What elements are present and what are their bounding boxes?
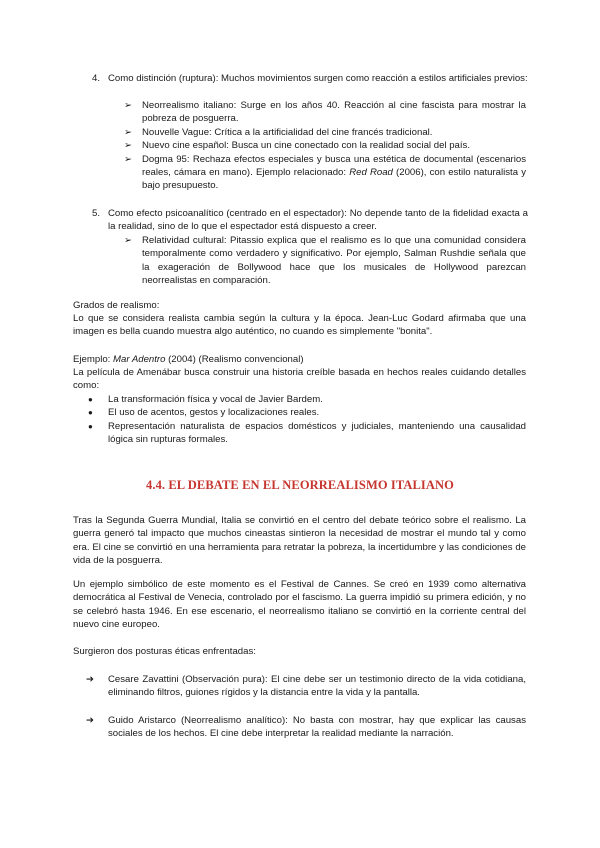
sublist-item-4 [0,99,600,193]
ejemplo-text: La película de Amenábar busca construir una historia creíble basada en hechos reales cuidando detalles como: [73,367,526,392]
arrowhead-bullet-icon: ➢ [124,126,133,138]
grados-text: Lo que se considera realista cambia según la cultura y la época. Jean-Luc Godard afirmaba que una imagen es bella cuando muestra algo auténtico, no cuando es simplemente "bonita". [73,313,526,338]
arrow-right-icon: ➔ [86,674,95,685]
arrowhead-bullet-icon: ➢ [124,235,133,246]
arrowhead-bullet-icon: ➢ [124,153,133,165]
bullet-dot-icon: ● [88,408,93,418]
paragraph: Un ejemplo simbólico de este momento es el Festival de Cannes. Se creó en 1939 como alternativa democrática al Festival de Venecia, controlado por el fascismo. La guerra impidió su primera edición, y no se celebró hasta 1946. En ese escenario, el neorrealismo italiano se convirtió en la corriente central del nuevo cine europeo. [73,579,526,631]
posture-item: ➔ Guido Aristarco (Neorrealismo analítico): No basta con mostrar, hay que explicar las causas sociales de los hechos. El cine debe interpretar la realidad mediante la narración. [86,715,526,740]
arrowhead-bullet-icon: ➢ [124,140,133,152]
film-title: Red Road [349,167,393,179]
sublist-item: ➢ Nuevo cine español: Busca un cine conectado con la realidad social del país. [124,140,470,152]
posture-item: ➔ Cesare Zavattini (Observación pura): El cine debe ser un testimonio directo de la vida cotidiana, eliminando filtros, guiones rígidos y la distancia entre la vida y la pantalla. [86,674,526,699]
sublist-item: ➢ Relatividad cultural: Pitassio explica que el realismo es lo que una comunidad considera temporalmente como verdadero y significativo. Por ejemplo, Salman Rushdie señala que la exageración de Bollywood hace que los musicales de Hollywood parezcan neorrealistas en comparación. [124,235,526,287]
list-number: 5. [92,208,101,219]
arrow-right-icon: ➔ [86,715,95,726]
grados-title: Grados de realismo: [73,300,160,311]
sublist-item-5 [0,234,600,288]
bullet-item: ● Representación naturalista de espacios domésticos y judiciales, manteniendo una causalidad lógica sin rupturas formales. [88,420,526,446]
paragraph: Surgieron dos posturas éticas enfrentadas: [73,646,256,657]
paragraph: Tras la Segunda Guerra Mundial, Italia se convirtió en el centro del debate teórico sobre el realismo. La guerra generó tal impacto que muchos cineastas sintieron la necesidad de mostrar el mundo tal y como era. El cine se convirtió en una herramienta para retratar la pobreza, la incertidumbre y las condiciones de vida de la posguerra. [73,515,526,567]
bullet-dot-icon: ● [88,421,93,431]
ejemplo-title: Ejemplo: Mar Adentro (2004) (Realismo convencional) [73,354,304,365]
sublist-item: ➢ Nouvelle Vague: Crítica a la artificialidad del cine francés tradicional. [124,126,433,138]
list-number: 4. [92,73,101,84]
list-item-text: Como distinción (ruptura): Muchos movimientos surgen como reacción a estilos artificiales previos: [108,73,528,84]
film-title: Mar Adentro [113,354,166,365]
list-item-text: Como efecto psicoanalítico (centrado en el espectador): No depende tanto de la fidelidad exacta a la realidad, sino de lo que el espectador está dispuesto a creer. [108,208,528,233]
bullet-dot-icon: ● [88,395,93,404]
bullet-item: ● El uso de acentos, gestos y localizaciones reales. [88,407,320,419]
sublist-item: ➢ Neorrealismo italiano: Surge en los años 40. Reacción al cine fascista para mostrar la pobreza de posguerra. [124,100,526,125]
bullet-item: ● La transformación física y vocal de Javier Bardem. [88,394,323,405]
section-heading: 4.4. EL DEBATE EN EL NEORREALISMO ITALIANO [146,478,454,492]
sublist-item: ➢ Dogma 95: Rechaza efectos especiales y busca una estética de documental (escenarios reales, cámara en mano). Ejemplo relacionado: Red Road (2006), con estilo naturalista y bajo presupuesto. [124,153,526,192]
arrowhead-bullet-icon: ➢ [124,100,133,111]
ejemplo-bullets [0,393,600,447]
